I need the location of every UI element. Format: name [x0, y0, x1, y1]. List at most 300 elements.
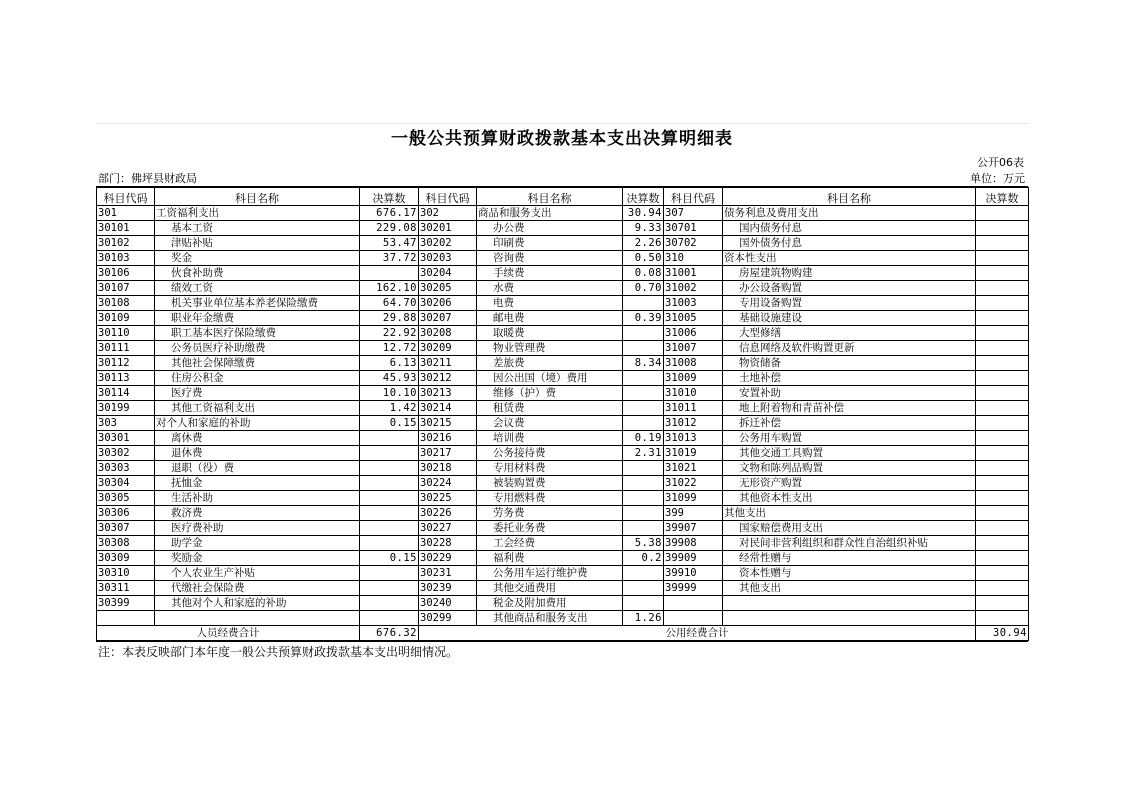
subject-code-cell: 30228 [419, 536, 477, 551]
amount-cell: 5.38 [623, 536, 664, 551]
subject-name-cell: 房屋建筑物购建 [723, 266, 976, 281]
subject-code-cell: 30311 [97, 581, 155, 596]
amount-cell [360, 536, 419, 551]
table-row [97, 251, 1029, 266]
amount-cell: 0.08 [623, 266, 664, 281]
amount-cell [976, 446, 1029, 461]
subject-code-cell: 30218 [419, 461, 477, 476]
subject-code-cell: 30113 [97, 371, 155, 386]
subject-name-cell: 印刷费 [477, 236, 623, 251]
col-header-code-2: 科目代码 [419, 188, 477, 206]
form-number: 公开06表 [977, 156, 1024, 169]
subject-code-cell: 39908 [664, 536, 723, 551]
subject-code-cell: 30201 [419, 221, 477, 236]
subject-code-cell: 31006 [664, 326, 723, 341]
amount-cell [623, 401, 664, 416]
amount-cell: 0.15 [360, 551, 419, 566]
subject-code-cell: 31008 [664, 356, 723, 371]
subject-code-cell [97, 611, 155, 626]
subject-code-cell: 31010 [664, 386, 723, 401]
subject-code-cell: 30303 [97, 461, 155, 476]
col-header-amount-2: 决算数 [623, 188, 664, 206]
amount-cell [976, 296, 1029, 311]
subject-name-cell: 工资福利支出 [155, 206, 360, 221]
table-row [97, 476, 1029, 491]
subject-name-cell: 工会经费 [477, 536, 623, 551]
subject-name-cell: 税金及附加费用 [477, 596, 623, 611]
amount-cell: 8.34 [623, 356, 664, 371]
subject-name-cell: 因公出国（境）费用 [477, 371, 623, 386]
subject-name-cell: 手续费 [477, 266, 623, 281]
subject-code-cell: 30309 [97, 551, 155, 566]
amount-cell [623, 521, 664, 536]
subject-code-cell: 30307 [97, 521, 155, 536]
subject-code-cell: 39907 [664, 521, 723, 536]
subject-name-cell: 土地补偿 [723, 371, 976, 386]
subject-name-cell: 福利费 [477, 551, 623, 566]
subject-name-cell: 医疗费补助 [155, 521, 360, 536]
subject-code-cell: 30216 [419, 431, 477, 446]
amount-cell: 45.93 [360, 371, 419, 386]
subject-code-cell: 30214 [419, 401, 477, 416]
subject-code-cell: 30199 [97, 401, 155, 416]
subject-name-cell: 奖金 [155, 251, 360, 266]
subject-name-cell: 国外债务付息 [723, 236, 976, 251]
table-row [97, 446, 1029, 461]
col-header-amount-1: 决算数 [360, 188, 419, 206]
subject-name-cell: 专用材料费 [477, 461, 623, 476]
subject-code-cell: 30205 [419, 281, 477, 296]
amount-cell: 37.72 [360, 251, 419, 266]
col-header-name-3: 科目名称 [723, 188, 976, 206]
amount-cell [976, 356, 1029, 371]
subject-name-cell: 其他交通费用 [477, 581, 623, 596]
subject-code-cell: 31013 [664, 431, 723, 446]
amount-cell [976, 401, 1029, 416]
table-row [97, 206, 1029, 221]
amount-cell [976, 371, 1029, 386]
amount-cell: 6.13 [360, 356, 419, 371]
amount-cell: 2.26 [623, 236, 664, 251]
subject-name-cell: 培训费 [477, 431, 623, 446]
subject-name-cell: 其他对个人和家庭的补助 [155, 596, 360, 611]
subject-code-cell: 31001 [664, 266, 723, 281]
subject-name-cell: 退休费 [155, 446, 360, 461]
subject-name-cell: 经常性赠与 [723, 551, 976, 566]
amount-cell [623, 506, 664, 521]
amount-cell [360, 506, 419, 521]
table-row [97, 491, 1029, 506]
subject-name-cell: 文物和陈列品购置 [723, 461, 976, 476]
amount-cell [976, 281, 1029, 296]
subject-name-cell: 资本性支出 [723, 251, 976, 266]
department-label: 部门：佛坪县财政局 [98, 172, 197, 185]
subject-code-cell: 30106 [97, 266, 155, 281]
subject-name-cell: 会议费 [477, 416, 623, 431]
amount-cell [976, 491, 1029, 506]
subject-name-cell: 地上附着物和青苗补偿 [723, 401, 976, 416]
subject-code-cell: 30304 [97, 476, 155, 491]
col-header-code-1: 科目代码 [97, 188, 155, 206]
subject-code-cell: 30101 [97, 221, 155, 236]
subject-code-cell: 302 [419, 206, 477, 221]
table-row [97, 521, 1029, 536]
col-header-amount-3: 决算数 [976, 188, 1029, 206]
table-row [97, 221, 1029, 236]
amount-cell [976, 461, 1029, 476]
subject-code-cell: 31019 [664, 446, 723, 461]
amount-cell [976, 506, 1029, 521]
subject-code-cell: 30302 [97, 446, 155, 461]
subject-name-cell: 对个人和家庭的补助 [155, 416, 360, 431]
subject-name-cell: 代缴社会保险费 [155, 581, 360, 596]
amount-cell [976, 221, 1029, 236]
subject-code-cell: 30310 [97, 566, 155, 581]
amount-cell: 162.10 [360, 281, 419, 296]
subject-name-cell: 安置补助 [723, 386, 976, 401]
subject-code-cell: 39910 [664, 566, 723, 581]
subject-name-cell: 专用燃料费 [477, 491, 623, 506]
subject-code-cell: 30203 [419, 251, 477, 266]
footnote: 注：本表反映部门本年度一般公共预算财政拨款基本支出明细情况。 [96, 641, 1028, 662]
subject-name-cell: 医疗费 [155, 386, 360, 401]
subject-code-cell: 39909 [664, 551, 723, 566]
table-row [97, 611, 1029, 626]
amount-cell [976, 251, 1029, 266]
subject-code-cell: 30103 [97, 251, 155, 266]
subject-name-cell: 基本工资 [155, 221, 360, 236]
amount-cell: 12.72 [360, 341, 419, 356]
subject-name-cell [723, 596, 976, 611]
subject-code-cell: 301 [97, 206, 155, 221]
table-row [97, 311, 1029, 326]
amount-cell [360, 611, 419, 626]
amount-cell: 229.08 [360, 221, 419, 236]
amount-cell [623, 491, 664, 506]
subject-code-cell: 31022 [664, 476, 723, 491]
amount-cell [360, 596, 419, 611]
subject-code-cell: 30399 [97, 596, 155, 611]
amount-cell [976, 341, 1029, 356]
amount-cell [623, 461, 664, 476]
amount-cell: 676.17 [360, 206, 419, 221]
subject-code-cell: 30112 [97, 356, 155, 371]
amount-cell: 0.39 [623, 311, 664, 326]
table-row [97, 401, 1029, 416]
col-header-code-3: 科目代码 [664, 188, 723, 206]
subject-name-cell: 其他社会保障缴费 [155, 356, 360, 371]
table-row [97, 236, 1029, 251]
subject-code-cell: 30217 [419, 446, 477, 461]
subject-name-cell: 抚恤金 [155, 476, 360, 491]
subject-code-cell: 30702 [664, 236, 723, 251]
table-row [97, 431, 1029, 446]
subject-name-cell: 生活补助 [155, 491, 360, 506]
amount-cell: 64.70 [360, 296, 419, 311]
subject-name-cell: 租赁费 [477, 401, 623, 416]
subject-name-cell: 商品和服务支出 [477, 206, 623, 221]
table-row [97, 386, 1029, 401]
subject-code-cell [664, 611, 723, 626]
amount-cell [623, 581, 664, 596]
subject-code-cell: 31005 [664, 311, 723, 326]
table-body [97, 206, 1029, 626]
subject-code-cell: 30305 [97, 491, 155, 506]
subject-code-cell: 30227 [419, 521, 477, 536]
subject-name-cell [723, 611, 976, 626]
subject-name-cell: 邮电费 [477, 311, 623, 326]
amount-cell [623, 566, 664, 581]
amount-cell [360, 581, 419, 596]
amount-cell [623, 596, 664, 611]
subject-name-cell: 办公费 [477, 221, 623, 236]
subject-code-cell: 30226 [419, 506, 477, 521]
amount-cell [976, 536, 1029, 551]
subject-name-cell: 伙食补助费 [155, 266, 360, 281]
subject-code-cell: 30225 [419, 491, 477, 506]
subject-name-cell: 其他工资福利支出 [155, 401, 360, 416]
amount-cell [976, 551, 1029, 566]
amount-cell [360, 521, 419, 536]
subject-code-cell: 30109 [97, 311, 155, 326]
amount-cell [976, 476, 1029, 491]
amount-cell [976, 581, 1029, 596]
subject-code-cell: 30206 [419, 296, 477, 311]
subject-name-cell: 资本性赠与 [723, 566, 976, 581]
subject-name-cell: 助学金 [155, 536, 360, 551]
subject-name-cell: 公务接待费 [477, 446, 623, 461]
subject-name-cell: 机关事业单位基本养老保险缴费 [155, 296, 360, 311]
amount-cell [623, 326, 664, 341]
page-title: 一般公共预算财政拨款基本支出决算明细表 [96, 123, 1028, 154]
subject-code-cell: 307 [664, 206, 723, 221]
amount-cell [976, 266, 1029, 281]
amount-cell [360, 446, 419, 461]
subject-code-cell: 30212 [419, 371, 477, 386]
subject-name-cell: 债务利息及费用支出 [723, 206, 976, 221]
table-row [97, 326, 1029, 341]
subject-code-cell: 30204 [419, 266, 477, 281]
subject-code-cell: 30114 [97, 386, 155, 401]
amount-cell [976, 386, 1029, 401]
amount-cell [623, 296, 664, 311]
subject-name-cell: 公务用车购置 [723, 431, 976, 446]
subject-name-cell: 津贴补贴 [155, 236, 360, 251]
subject-code-cell: 30207 [419, 311, 477, 326]
amount-cell [976, 206, 1029, 221]
subject-name-cell: 信息网络及软件购置更新 [723, 341, 976, 356]
subject-code-cell: 31012 [664, 416, 723, 431]
amount-cell: 1.42 [360, 401, 419, 416]
subject-code-cell: 30231 [419, 566, 477, 581]
subject-code-cell: 30110 [97, 326, 155, 341]
amount-cell: 0.19 [623, 431, 664, 446]
amount-cell [976, 611, 1029, 626]
expenditure-table [96, 187, 1029, 641]
subject-code-cell: 31003 [664, 296, 723, 311]
table-row [97, 551, 1029, 566]
subject-code-cell: 30701 [664, 221, 723, 236]
amount-cell [976, 596, 1029, 611]
unit-label: 单位：万元 [970, 172, 1025, 185]
amount-cell [360, 266, 419, 281]
subject-name-cell: 拆迁补偿 [723, 416, 976, 431]
subject-name-cell: 公务员医疗补助缴费 [155, 341, 360, 356]
amount-cell: 0.2 [623, 551, 664, 566]
subject-name-cell: 其他商品和服务支出 [477, 611, 623, 626]
subject-code-cell [664, 596, 723, 611]
table-row [97, 581, 1029, 596]
subject-name-cell: 物资储备 [723, 356, 976, 371]
subject-name-cell [155, 611, 360, 626]
amount-cell [976, 236, 1029, 251]
subject-code-cell: 30215 [419, 416, 477, 431]
totals-row [97, 626, 1029, 641]
subject-code-cell: 30209 [419, 341, 477, 356]
subject-name-cell: 咨询费 [477, 251, 623, 266]
subject-name-cell: 电费 [477, 296, 623, 311]
col-header-name-2: 科目名称 [477, 188, 623, 206]
subject-code-cell: 31011 [664, 401, 723, 416]
amount-cell: 2.31 [623, 446, 664, 461]
subject-code-cell: 30107 [97, 281, 155, 296]
subject-name-cell: 水费 [477, 281, 623, 296]
department-unit-row [96, 172, 1028, 187]
subject-code-cell: 30111 [97, 341, 155, 356]
subject-code-cell: 30224 [419, 476, 477, 491]
table-row [97, 356, 1029, 371]
amount-cell [360, 461, 419, 476]
subject-name-cell: 取暖费 [477, 326, 623, 341]
amount-cell [976, 326, 1029, 341]
subject-code-cell: 30108 [97, 296, 155, 311]
table-row [97, 461, 1029, 476]
amount-cell [623, 416, 664, 431]
amount-cell [623, 476, 664, 491]
subject-name-cell: 离休费 [155, 431, 360, 446]
subject-code-cell: 31021 [664, 461, 723, 476]
subject-code-cell: 30229 [419, 551, 477, 566]
subject-name-cell: 公务用车运行维护费 [477, 566, 623, 581]
subject-name-cell: 绩效工资 [155, 281, 360, 296]
subject-name-cell: 职工基本医疗保险缴费 [155, 326, 360, 341]
subject-code-cell: 39999 [664, 581, 723, 596]
subject-name-cell: 对民间非营利组织和群众性自治组织补贴 [723, 536, 976, 551]
subject-name-cell: 维修（护）费 [477, 386, 623, 401]
subject-name-cell: 其他支出 [723, 581, 976, 596]
amount-cell: 0.70 [623, 281, 664, 296]
table-row [97, 266, 1029, 281]
amount-cell [976, 521, 1029, 536]
amount-cell [976, 311, 1029, 326]
subject-code-cell: 31007 [664, 341, 723, 356]
subject-name-cell: 国内债务付息 [723, 221, 976, 236]
table-row [97, 416, 1029, 431]
amount-cell: 10.10 [360, 386, 419, 401]
subject-code-cell: 310 [664, 251, 723, 266]
subject-code-cell: 30239 [419, 581, 477, 596]
subject-name-cell: 劳务费 [477, 506, 623, 521]
subject-name-cell: 大型修缮 [723, 326, 976, 341]
subject-name-cell: 个人农业生产补贴 [155, 566, 360, 581]
subject-name-cell: 无形资产购置 [723, 476, 976, 491]
subject-code-cell: 30202 [419, 236, 477, 251]
subject-code-cell: 30306 [97, 506, 155, 521]
amount-cell: 0.15 [360, 416, 419, 431]
subject-name-cell: 被装购置费 [477, 476, 623, 491]
subject-name-cell: 专用设备购置 [723, 296, 976, 311]
subject-code-cell: 31099 [664, 491, 723, 506]
amount-cell: 30.94 [623, 206, 664, 221]
amount-cell [976, 416, 1029, 431]
subject-name-cell: 委托业务费 [477, 521, 623, 536]
subject-code-cell: 30102 [97, 236, 155, 251]
subject-name-cell: 其他资本性支出 [723, 491, 976, 506]
subject-code-cell: 31002 [664, 281, 723, 296]
budget-sheet [96, 123, 1028, 662]
table-row [97, 341, 1029, 356]
personnel-total-label: 人员经费合计 [97, 626, 360, 641]
amount-cell: 1.26 [623, 611, 664, 626]
subject-name-cell: 其他支出 [723, 506, 976, 521]
subject-name-cell: 住房公积金 [155, 371, 360, 386]
amount-cell: 53.47 [360, 236, 419, 251]
amount-cell [360, 431, 419, 446]
subject-code-cell: 30299 [419, 611, 477, 626]
amount-cell [623, 386, 664, 401]
amount-cell [623, 371, 664, 386]
amount-cell: 22.92 [360, 326, 419, 341]
subject-code-cell: 30213 [419, 386, 477, 401]
table-row [97, 506, 1029, 521]
table-row [97, 371, 1029, 386]
amount-cell [976, 566, 1029, 581]
subject-code-cell: 399 [664, 506, 723, 521]
amount-cell [360, 566, 419, 581]
subject-name-cell: 国家赔偿费用支出 [723, 521, 976, 536]
table-row [97, 596, 1029, 611]
table-row [97, 566, 1029, 581]
personnel-total-value: 676.32 [360, 626, 419, 641]
amount-cell [623, 341, 664, 356]
table-row [97, 296, 1029, 311]
col-header-name-1: 科目名称 [155, 188, 360, 206]
subject-name-cell: 办公设备购置 [723, 281, 976, 296]
amount-cell [360, 491, 419, 506]
subject-name-cell: 物业管理费 [477, 341, 623, 356]
subject-name-cell: 基础设施建设 [723, 311, 976, 326]
subject-code-cell: 30308 [97, 536, 155, 551]
table-header-row [97, 188, 1029, 206]
public-total-value: 30.94 [976, 626, 1029, 641]
amount-cell: 9.33 [623, 221, 664, 236]
subject-name-cell: 退职（役）费 [155, 461, 360, 476]
amount-cell: 0.50 [623, 251, 664, 266]
subject-code-cell: 30240 [419, 596, 477, 611]
subject-name-cell: 职业年金缴费 [155, 311, 360, 326]
public-total-label: 公用经费合计 [419, 626, 976, 641]
subject-code-cell: 31009 [664, 371, 723, 386]
subject-code-cell: 30211 [419, 356, 477, 371]
table-row [97, 281, 1029, 296]
subject-name-cell: 奖励金 [155, 551, 360, 566]
subject-name-cell: 差旅费 [477, 356, 623, 371]
subject-name-cell: 救济费 [155, 506, 360, 521]
subject-code-cell: 30301 [97, 431, 155, 446]
amount-cell: 29.88 [360, 311, 419, 326]
amount-cell [976, 431, 1029, 446]
subject-code-cell: 303 [97, 416, 155, 431]
